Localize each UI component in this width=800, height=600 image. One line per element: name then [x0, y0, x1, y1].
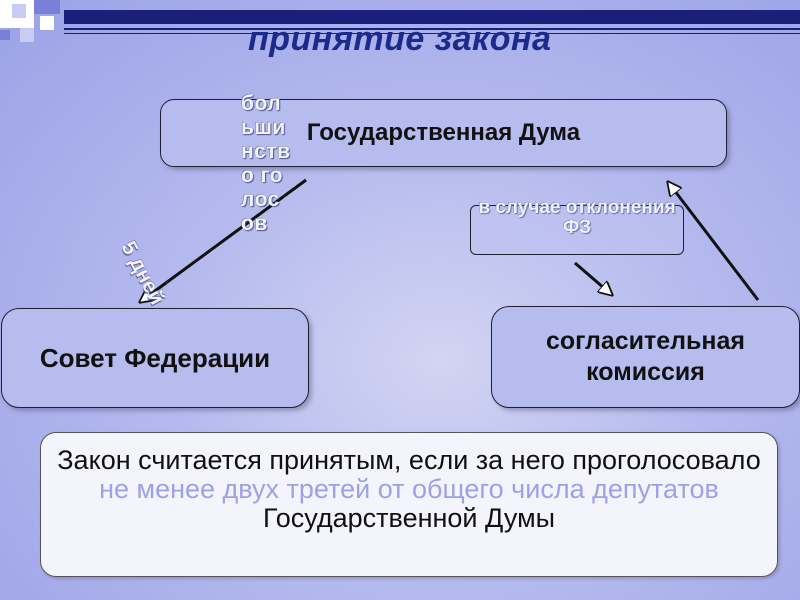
vertical-label-bolshinstvo: большинство голосов [241, 92, 291, 235]
arrow-otklonenie-to-komissiya [575, 263, 612, 295]
node-label: согласительная комиссия [545, 326, 745, 386]
node-label: Государственная Дума [306, 119, 581, 146]
label-5-days: 5 дней [116, 237, 169, 309]
note-text-end: Государственной Думы [262, 503, 556, 533]
slide-title: принятие закона [248, 20, 552, 58]
arrow-komissiya-to-duma [668, 182, 758, 300]
note-text-part: Закон считается принятым, если за него проголосовало [57, 445, 761, 475]
rejection-condition-label: в случае отклонения ФЗ [478, 197, 676, 238]
node-label: Совет Федерации [39, 342, 271, 373]
adoption-rule-note [40, 432, 778, 577]
note-accent-part: не менее двух третей от общего числа депутатов [99, 474, 719, 504]
